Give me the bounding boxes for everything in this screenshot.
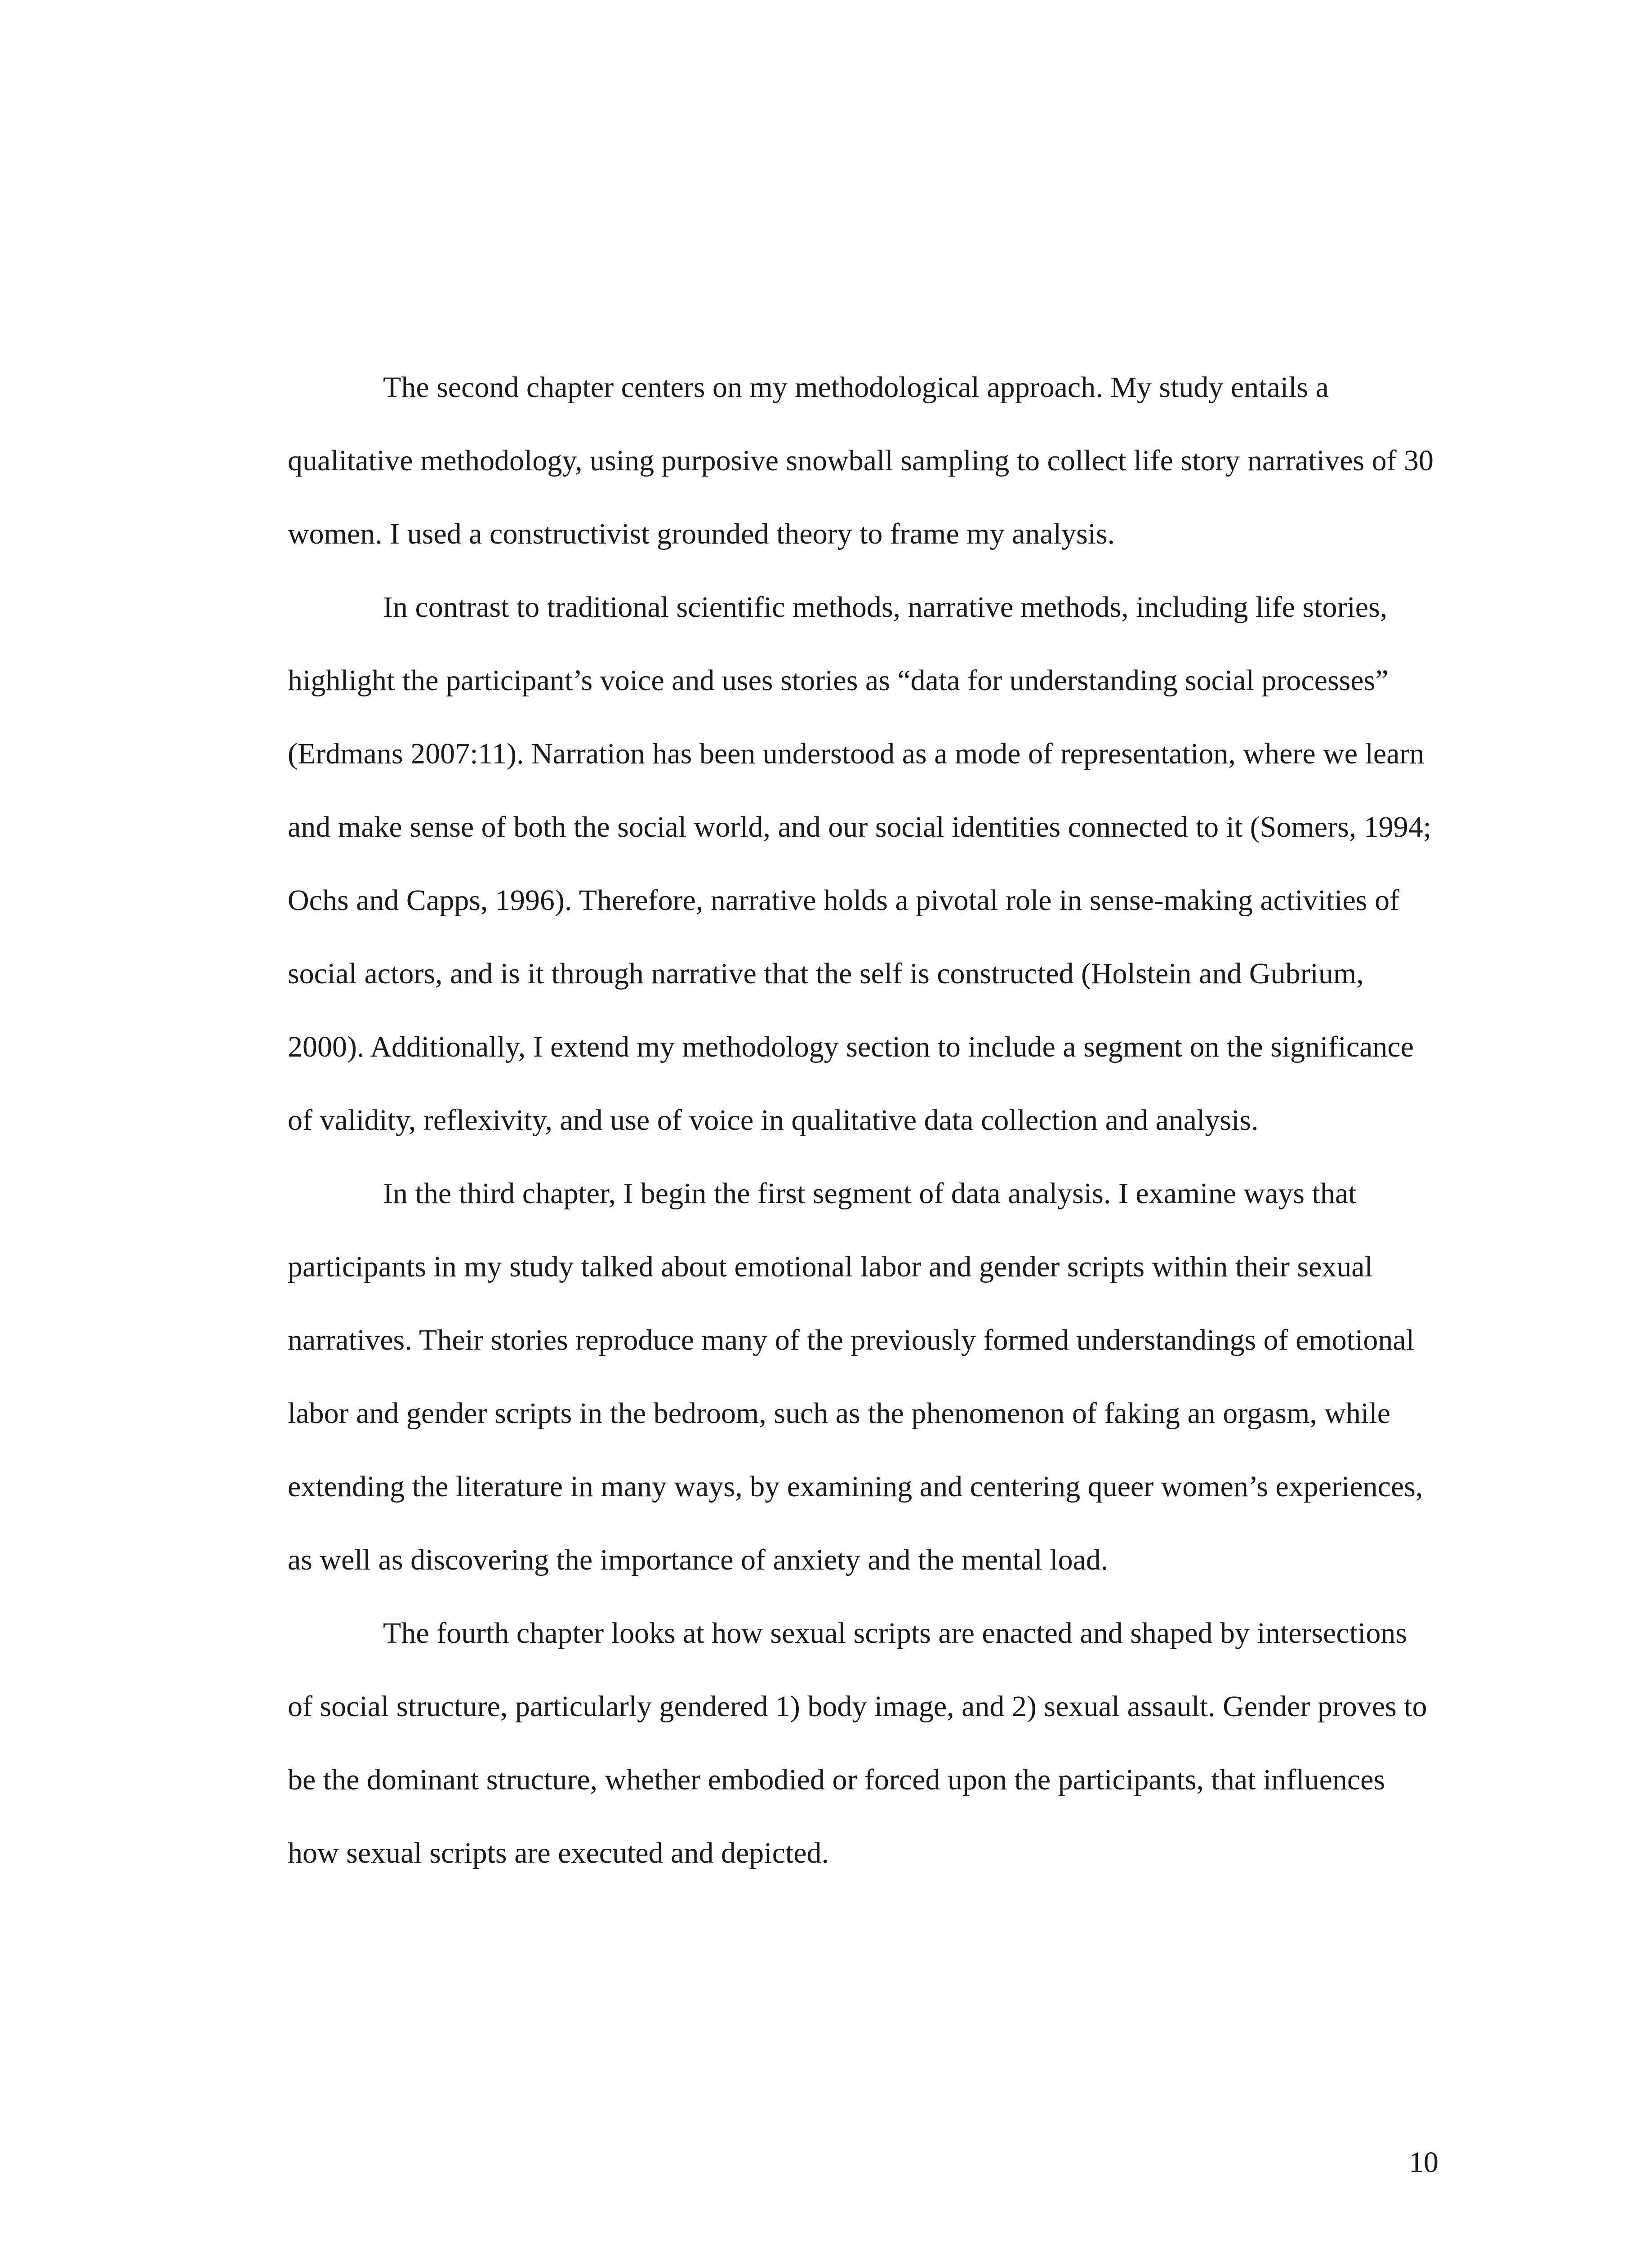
- body-text: [288, 351, 1438, 1890]
- paragraph-chapter-four: The fourth chapter looks at how sexual scripts are enacted and shaped by intersections of social structure, particularly gendered 1) body image, and 2) sexual assault. Gender proves to be the dominant structure, whether embodied or forced upon the participants, that influences how sexual scripts are executed and depicted.: [288, 1617, 1427, 1869]
- page-number: 10: [1409, 2146, 1438, 2179]
- paragraph-narrative-methods: In contrast to traditional scientific methods, narrative methods, including life stories, highlight the participant’s voice and uses stories as “data for understanding social processes” (Erdmans 2007:11). Narration has been understood as a mode of representation, where we learn and make sense of both the social world, and our social identities connected to it (Somers, 1994; Ochs and Capps, 1996). Therefore, narrative holds a pivotal role in sense-making activities of social actors, and is it through narrative that the self is constructed (Holstein and Gubrium, 2000). Additionally, I extend my methodology section to include a segment on the significance of validity, reflexivity, and use of voice in qualitative data collection and analysis.: [288, 591, 1432, 1137]
- paragraph-chapter-two: The second chapter centers on my methodological approach. My study entails a qualitative methodology, using purposive snowball sampling to collect life story narratives of 30 women. I used a constructivist grounded theory to frame my analysis.: [288, 371, 1434, 550]
- paragraph-chapter-three: In the third chapter, I begin the first segment of data analysis. I examine ways that participants in my study talked about emotional labor and gender scripts within their sexual narratives. Their stories reproduce many of the previously formed understandings of emotional labor and gender scripts in the bedroom, such as the phenomenon of faking an orgasm, while extending the literature in many ways, by examining and centering queer women’s experiences, as well as discovering the importance of anxiety and the mental load.: [288, 1177, 1423, 1576]
